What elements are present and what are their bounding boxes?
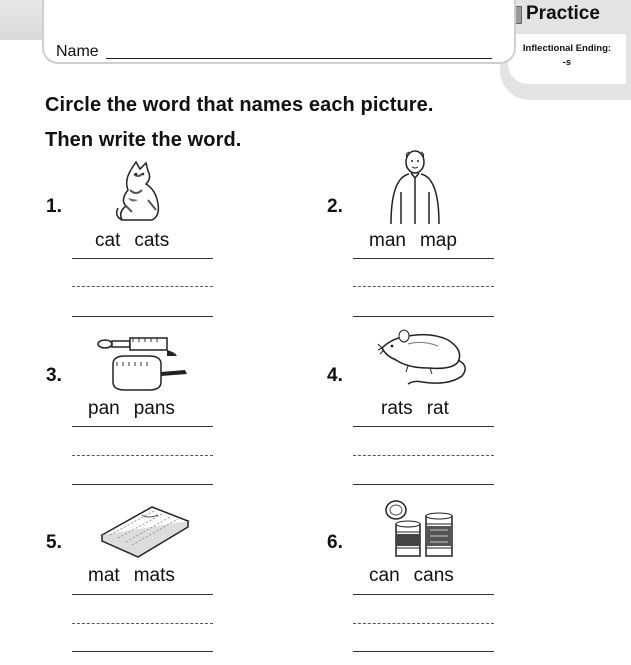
cans-picture [382, 500, 462, 560]
writing-line-mid [353, 455, 494, 456]
writing-line-top [353, 594, 494, 595]
instruction-line-1: Circle the word that names each picture. [45, 94, 434, 116]
word-choice[interactable]: cans [413, 565, 454, 586]
word-choice[interactable]: pan [88, 398, 120, 419]
name-box [42, 0, 516, 64]
writing-line-base[interactable] [72, 651, 213, 652]
writing-line-top [72, 258, 213, 259]
word-choices [369, 230, 457, 252]
name-label: Name [56, 43, 99, 60]
item-number: 6. [327, 532, 343, 553]
cat-picture [112, 160, 174, 224]
word-choices [369, 565, 454, 587]
word-choice[interactable]: cats [134, 230, 170, 251]
writing-line-base[interactable] [353, 484, 494, 485]
man-picture [385, 148, 445, 226]
writing-line-top [72, 426, 213, 427]
writing-line-top [353, 258, 494, 259]
word-choices [88, 565, 175, 587]
mat-picture [98, 505, 190, 557]
practice-title: Practice [526, 3, 600, 24]
word-choice[interactable]: rats [381, 398, 413, 419]
word-choices [88, 398, 175, 420]
writing-line-base[interactable] [353, 651, 494, 652]
word-choice[interactable]: man [369, 230, 406, 251]
instruction-line-2: Then write the word. [45, 129, 242, 151]
word-choice[interactable]: cat [95, 230, 121, 251]
word-choice[interactable]: mats [133, 565, 175, 586]
word-choices [95, 230, 169, 252]
item-number: 4. [327, 365, 343, 386]
word-choice[interactable]: mat [88, 565, 120, 586]
skill-name: Inflectional Ending: [522, 43, 612, 54]
skill-label [508, 42, 626, 70]
writing-line-base[interactable] [353, 316, 494, 317]
item-number: 2. [327, 196, 343, 217]
word-choices [381, 398, 449, 420]
skill-ending: -s [562, 57, 572, 68]
writing-line-mid [72, 455, 213, 456]
writing-line-top [72, 594, 213, 595]
pans-picture [95, 332, 191, 394]
word-choice[interactable]: pans [133, 398, 175, 419]
name-field[interactable] [106, 58, 492, 59]
writing-line-base[interactable] [72, 484, 213, 485]
writing-line-mid [72, 623, 213, 624]
item-number: 1. [46, 196, 62, 217]
word-choice[interactable]: map [419, 230, 457, 251]
writing-line-mid [353, 286, 494, 287]
writing-line-mid [72, 286, 213, 287]
rat-picture [378, 322, 470, 390]
word-choice[interactable]: can [369, 565, 400, 586]
writing-line-mid [353, 623, 494, 624]
writing-line-base[interactable] [72, 316, 213, 317]
item-number: 5. [46, 532, 62, 553]
word-choice[interactable]: rat [426, 398, 449, 419]
item-number: 3. [46, 365, 62, 386]
writing-line-top [353, 426, 494, 427]
